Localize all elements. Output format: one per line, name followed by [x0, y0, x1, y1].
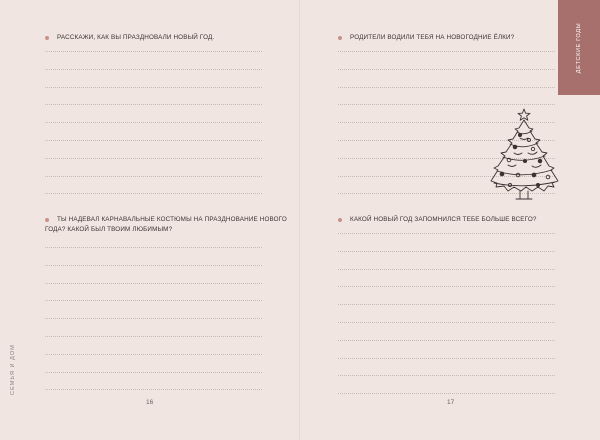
prompt-text-line-1: ТЫ НАДЕВАЛ КАРНАВАЛЬНЫЕ КОСТЮМЫ НА ПРАЗДНОВАНИЕ НОВОГО	[57, 216, 287, 223]
prompt-text: РАССКАЖИ, КАК ВЫ ПРАЗДНОВАЛИ НОВЫЙ ГОД.	[57, 34, 215, 41]
bullet-icon	[45, 218, 49, 222]
writing-line	[45, 122, 262, 123]
writing-line	[45, 140, 262, 141]
writing-line	[45, 176, 262, 177]
writing-line	[338, 358, 555, 359]
writing-line	[338, 233, 555, 234]
writing-line	[338, 375, 555, 376]
writing-line	[45, 389, 262, 390]
section-label-vertical: СЕМЬЯ И ДОМ	[10, 344, 16, 395]
writing-line	[45, 283, 262, 284]
writing-line	[45, 158, 262, 159]
writing-line	[45, 300, 262, 301]
writing-lines	[338, 233, 555, 393]
bullet-icon	[45, 36, 49, 40]
writing-line	[338, 340, 555, 341]
writing-line	[338, 393, 555, 394]
writing-lines	[45, 247, 262, 397]
christmas-tree-icon	[488, 107, 560, 207]
writing-line	[45, 372, 262, 373]
writing-line	[338, 304, 555, 305]
writing-line	[45, 193, 262, 194]
writing-line	[45, 318, 262, 319]
writing-line	[45, 247, 262, 248]
prompt-text-line-2: ГОДА? КАКОЙ БЫЛ ТВОИМ ЛЮБИМЫМ?	[45, 225, 173, 233]
section-tab-label: ДЕТСКИЕ ГОДЫ	[576, 22, 582, 73]
writing-line	[338, 251, 555, 252]
writing-line	[45, 69, 262, 70]
writing-line	[338, 51, 555, 52]
writing-line	[45, 336, 262, 337]
writing-line	[45, 265, 262, 266]
writing-line	[338, 322, 555, 323]
writing-line	[45, 87, 262, 88]
writing-line	[338, 286, 555, 287]
writing-line	[338, 87, 555, 88]
prompt-text: КАКОЙ НОВЫЙ ГОД ЗАПОМНИЛСЯ ТЕБЕ БОЛЬШЕ ВСЕГО?	[350, 216, 537, 223]
writing-line	[45, 104, 262, 105]
writing-line	[338, 104, 555, 105]
bullet-icon	[338, 36, 342, 40]
writing-line	[45, 51, 262, 52]
writing-line	[338, 269, 555, 270]
writing-line	[338, 69, 555, 70]
bullet-icon	[338, 218, 342, 222]
page-number-right: 17	[447, 399, 455, 406]
writing-line	[45, 354, 262, 355]
writing-lines	[45, 51, 262, 201]
page-number-left: 16	[146, 399, 154, 406]
prompt-text: РОДИТЕЛИ ВОДИЛИ ТЕБЯ НА НОВОГОДНИЕ ЁЛКИ?	[350, 34, 515, 41]
page-divider	[299, 0, 300, 440]
section-tab	[558, 0, 600, 95]
